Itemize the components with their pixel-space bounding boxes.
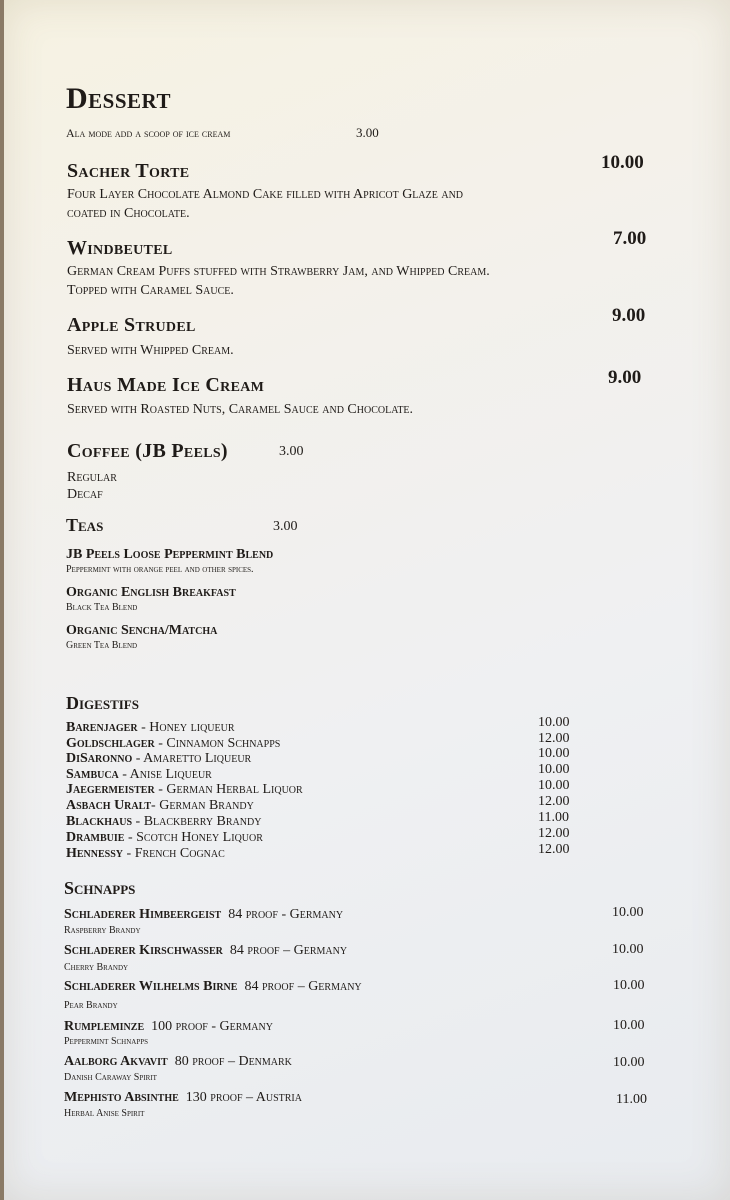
digestif-price: 10.00 [538, 715, 570, 730]
digestif-price: 12.00 [538, 826, 570, 841]
digestifs-title: Digestifs [66, 693, 139, 713]
digestif-desc: Anise Liqueur [129, 767, 212, 782]
schnapps-price: 10.00 [612, 905, 644, 920]
dessert-item-name: Sacher Torte [67, 160, 190, 182]
schnapps-title: Schnapps [64, 878, 136, 898]
digestif-desc: Scotch Honey Liquor [136, 830, 263, 845]
schnapps-note: Peppermint Schnapps [64, 1036, 149, 1047]
teas-price: 3.00 [273, 519, 298, 534]
digestif-desc: French Cognac [134, 846, 225, 861]
digestif-row: DiSaronno - Amaretto Liqueur [66, 751, 252, 766]
schnapps-note: Danish Caraway Spirit [64, 1072, 157, 1083]
digestif-price: 12.00 [538, 842, 570, 857]
digestif-row: Barenjager - Honey liqueur [66, 720, 235, 735]
digestif-row: Goldschlager - Cinnamon Schnapps [66, 736, 281, 751]
schnapps-row [64, 1054, 292, 1070]
schnapps-proof: 84 proof - Germany [228, 907, 344, 922]
schnapps-price: 10.00 [612, 942, 644, 957]
digestif-desc: Amaretto Liqueur [143, 751, 252, 766]
dessert-item-name: Windbeutel [67, 237, 173, 259]
dessert-item-price: 7.00 [613, 228, 647, 249]
dessert-item-desc: German Cream Puffs stuffed with Strawberry Jam, and Whipped Cream. [67, 264, 490, 279]
digestif-price: 12.00 [538, 731, 570, 746]
coffee-option: Regular [67, 470, 117, 485]
digestif-desc: Honey liqueur [149, 720, 235, 735]
dessert-item-price: 10.00 [601, 152, 644, 173]
schnapps-name: Mephisto Absinthe [64, 1090, 179, 1105]
dessert-item-name: Haus Made Ice Cream [67, 374, 265, 396]
schnapps-proof: 130 proof – Austria [185, 1090, 302, 1105]
dessert-item-desc: coated in Chocolate. [67, 206, 190, 221]
schnapps-name: Schladerer Himbeergeist [64, 907, 222, 922]
digestif-row: Blackhaus - Blackberry Brandy [66, 814, 262, 829]
digestif-name: Barenjager [66, 720, 138, 735]
alamode-note: Ala mode add a scoop of ice cream [66, 126, 231, 140]
tea-note: Black Tea Blend [66, 602, 138, 613]
schnapps-price: 11.00 [616, 1092, 647, 1107]
schnapps-price: 10.00 [613, 1018, 645, 1033]
dessert-item-name: Apple Strudel [67, 314, 196, 336]
tea-name: JB Peels Loose Peppermint Blend [66, 547, 274, 562]
schnapps-proof: 84 proof – Germany [229, 943, 348, 958]
digestif-row: Jaegermeister - German Herbal Liquor [66, 782, 303, 797]
schnapps-name: Aalborg Akvavit [64, 1054, 168, 1069]
digestif-desc: Blackberry Brandy [143, 814, 262, 829]
dessert-item-desc: Four Layer Chocolate Almond Cake filled with Apricot Glaze and [67, 187, 464, 202]
dessert-item-desc: Served with Whipped Cream. [67, 343, 234, 358]
digestif-desc: German Herbal Liquor [166, 782, 303, 797]
schnapps-name: Schladerer Kirschwasser [64, 943, 223, 958]
schnapps-note: Pear Brandy [64, 1000, 118, 1011]
tea-name: Organic English Breakfast [66, 585, 236, 600]
schnapps-name: Rumpleminze [64, 1019, 145, 1034]
digestif-price: 10.00 [538, 762, 570, 777]
digestif-desc: Cinnamon Schnapps [166, 736, 281, 751]
schnapps-row [64, 1019, 273, 1035]
schnapps-proof: 100 proof - Germany [151, 1019, 273, 1034]
digestif-desc: German Brandy [159, 798, 254, 813]
digestif-row: Hennessy - French Cognac [66, 846, 225, 861]
tea-note: Peppermint with orange peel and other spices. [66, 564, 254, 575]
digestif-name: Blackhaus [66, 814, 133, 829]
digestif-name: Goldschlager [66, 736, 155, 751]
schnapps-name: Schladerer Wilhelms Birne [64, 979, 238, 994]
digestif-name: Hennessy [66, 846, 124, 861]
schnapps-price: 10.00 [613, 1055, 645, 1070]
schnapps-note: Raspberry Brandy [64, 925, 141, 936]
digestif-row: Drambuie - Scotch Honey Liquor [66, 830, 263, 845]
schnapps-price: 10.00 [613, 978, 645, 993]
digestif-row: Asbach Uralt- German Brandy [66, 798, 254, 813]
teas-title: Teas [66, 515, 104, 535]
dessert-item-price: 9.00 [608, 367, 642, 388]
coffee-title: Coffee (JB Peels) [67, 440, 228, 462]
coffee-price: 3.00 [279, 444, 304, 459]
dessert-item-desc: Topped with Caramel Sauce. [67, 283, 234, 298]
dessert-item-desc: Served with Roasted Nuts, Caramel Sauce and Chocolate. [67, 402, 414, 417]
digestif-row: Sambuca - Anise Liqueur [66, 767, 212, 782]
tea-name: Organic Sencha/Matcha [66, 623, 218, 638]
digestif-price: 11.00 [538, 810, 569, 825]
digestif-price: 10.00 [538, 778, 570, 793]
digestif-name: DiSaronno [66, 751, 133, 766]
schnapps-row [64, 979, 362, 995]
digestif-price: 12.00 [538, 794, 570, 809]
digestif-name: Asbach Uralt [66, 798, 152, 813]
schnapps-row [64, 907, 343, 923]
schnapps-note: Herbal Anise Spirit [64, 1108, 145, 1119]
digestif-name: Sambuca [66, 767, 119, 782]
schnapps-proof: 80 proof – Denmark [174, 1054, 292, 1069]
dessert-item-price: 9.00 [612, 305, 646, 326]
digestif-name: Drambuie [66, 830, 125, 845]
digestif-name: Jaegermeister [66, 782, 155, 797]
coffee-option: Decaf [67, 487, 103, 502]
schnapps-proof: 84 proof – Germany [244, 979, 362, 994]
alamode-price: 3.00 [356, 125, 379, 140]
menu-page [4, 0, 730, 1200]
schnapps-row [64, 1090, 302, 1106]
digestif-price: 10.00 [538, 746, 570, 761]
dessert-title: Dessert [66, 82, 171, 115]
schnapps-row [64, 943, 347, 959]
schnapps-note: Cherry Brandy [64, 962, 129, 973]
tea-note: Green Tea Blend [66, 640, 138, 651]
